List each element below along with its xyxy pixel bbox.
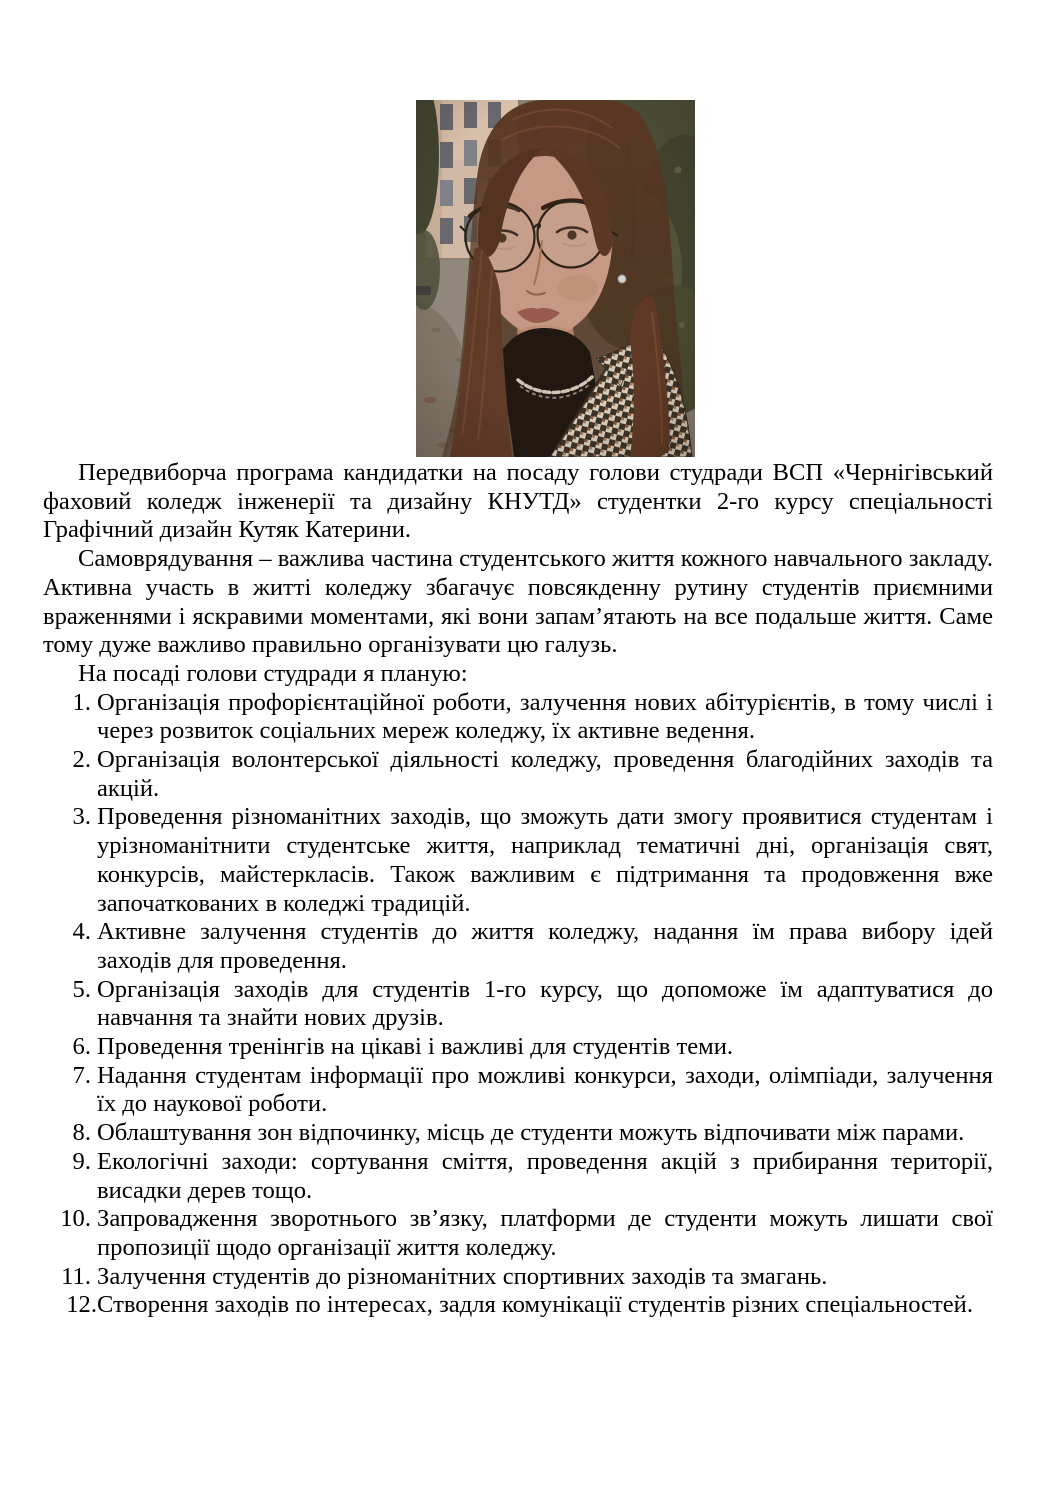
- list-item: [43, 1148, 993, 1205]
- list-item-number: 11.: [61, 1262, 91, 1290]
- list-item-number: 7.: [72, 1061, 91, 1089]
- list-item-number: 2.: [72, 746, 91, 774]
- list-item: [43, 803, 993, 918]
- list-item: [43, 1263, 993, 1292]
- list-item: [43, 746, 993, 803]
- list-item-number: 10.: [60, 1205, 91, 1233]
- list-item-number: 5.: [72, 975, 91, 1003]
- list-item: [43, 1033, 993, 1062]
- list-item-text: Проведення різноманітних заходів, що зможуть дати змогу проявитися студентам і урізноманітнити студентське життя, наприклад тематичні дні, організація свят, конкурсів, майстеркласів. Також важливим є підтримання та продовження вже започаткованих в коледжі традицій.: [97, 803, 993, 917]
- list-item-text: Облаштування зон відпочинку, місць де студенти можуть відпочивати між парами.: [97, 1119, 965, 1147]
- list-item: [43, 976, 993, 1033]
- list-item: [43, 1062, 993, 1119]
- list-item-text: Залучення студентів до різноманітних спортивних заходів та змагань.: [97, 1262, 828, 1290]
- list-item-text: Організація заходів для студентів 1-го курсу, що допоможе їм адаптуватися до навчання та знайти нових друзів.: [97, 975, 993, 1032]
- list-item-text: Проведення тренінгів на цікаві і важливі для студентів теми.: [97, 1033, 734, 1061]
- list-item-number: 8.: [72, 1119, 91, 1147]
- list-item-number: 3.: [72, 803, 91, 831]
- list-item-number: 12.: [66, 1291, 97, 1319]
- list-item: [43, 918, 993, 975]
- paragraph-intro: Передвиборча програма кандидатки на посаду голови студради ВСП «Чернігівський фаховий коледж інженерії та дизайну КНУТД» студентки 2-го курсу спеціальності Графічний дизайн Кутяк Катерини.: [43, 459, 993, 544]
- list-item: [43, 1119, 993, 1148]
- list-item-number: 4.: [72, 918, 91, 946]
- candidate-photo-graphic: [416, 100, 695, 457]
- list-item-number: 6.: [72, 1033, 91, 1061]
- paragraph-plan-lead: На посаді голови студради я планую:: [78, 659, 468, 687]
- document-body: [43, 459, 993, 1320]
- list-item-text: Екологічні заходи: сортування сміття, проведення акцій з прибирання території, висадки дерев тощо.: [97, 1147, 993, 1204]
- list-item-text: Надання студентам інформації про можливі конкурси, заходи, олімпіади, залучення їх до наукової роботи.: [97, 1061, 993, 1118]
- list-item-text: Активне залучення студентів до життя коледжу, надання їм права вибору ідей заходів для проведення.: [97, 918, 993, 974]
- list-item-text: Створення заходів по інтересах, задля комунікації студентів різних спеціальностей.: [97, 1291, 973, 1319]
- list-item-text: Організація волонтерської діяльності коледжу, проведення благодійних заходів та акцій.: [97, 746, 993, 802]
- candidate-photo: [416, 100, 695, 457]
- list-item: [43, 1205, 993, 1262]
- list-item: [43, 1291, 993, 1320]
- numbered-list: [43, 689, 993, 1320]
- paragraph-self-government: Самоврядування – важлива частина студентського життя кожного навчального закладу. Активна участь в житті коледжу збагачує повсякденну рутину студентів приємними враженнями і яскравими моментами, які вони запам’ятають на все подальше життя. Саме тому дуже важливо правильно організувати цю галузь.: [43, 545, 993, 659]
- list-item: [43, 689, 993, 746]
- list-item-number: 9.: [72, 1147, 91, 1175]
- list-item-number: 1.: [72, 688, 91, 716]
- list-item-text: Організація профорієнтаційної роботи, залучення нових абітурієнтів, в тому числі і через розвиток соціальних мереж коледжу, їх активне ведення.: [97, 688, 993, 745]
- list-item-text: Запровадження зворотнього зв’язку, платформи де студенти можуть лишати свої пропозиції щодо організації життя коледжу.: [97, 1205, 993, 1261]
